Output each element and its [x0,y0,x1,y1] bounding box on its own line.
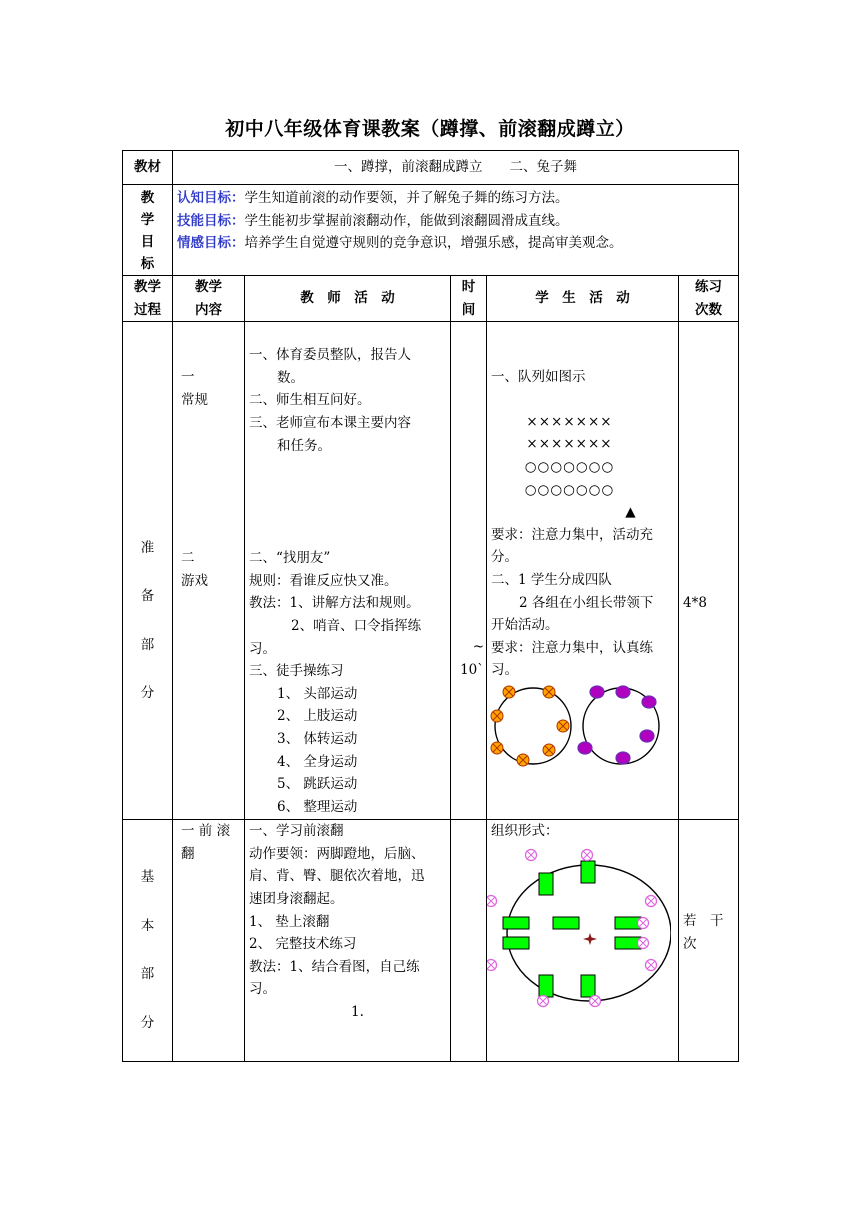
time-line: 10` [460,661,484,678]
basic-student [487,820,679,1061]
teacher-line: 习。 [249,981,276,998]
header-text: 时 [461,279,476,295]
header-text: 过程 [134,301,161,318]
formation-row: ○○○○○○○ [524,458,615,475]
goal-text: 培养学生自觉遵守规则的竞争意识，增强乐感，提高审美观念。 [244,235,623,252]
exercise-item: 4、 全身运动 [277,753,358,770]
prep-stage [123,322,173,820]
student-purple-icon [640,730,654,742]
student-line: 开始活动。 [491,617,559,634]
teacher-line: 2、哨音、口令指挥练 [291,617,422,634]
mat-icon [539,873,553,895]
goals-content [173,185,739,276]
goals-label-char: 教 [140,190,155,206]
student-line: 要求：注意力集中，认真练 [491,639,653,656]
goal-label: 认知目标： [177,190,245,206]
content-label: 一 前 滚 [181,823,231,840]
content-label: 游戏 [181,572,208,589]
student-magenta-icon [638,937,649,948]
prep-row [123,322,739,820]
mats-group [503,861,641,997]
header-reps [679,276,739,322]
reps-value: 次 [683,935,697,952]
student-purple-icon [590,686,604,698]
prep-reps [679,322,739,820]
mat-icon [581,861,595,883]
exercise-item: 5、 跳跃运动 [277,776,358,793]
header-content [173,276,245,322]
teacher-line: 三、徒手操练习 [249,663,344,680]
student-orange-icon [503,686,515,698]
student-line: 习。 [491,662,518,679]
goals-label [123,185,173,276]
mat-formation-diagram [487,847,671,1013]
formation-row: ××××××× [526,413,613,430]
teacher-line: 一、学习前滚翻 [249,823,344,840]
exercise-item: 6、 整理运动 [277,798,358,815]
goal-cognitive [177,187,734,210]
student-line: 2 各组在小组长带领下 [519,594,654,611]
teacher-line: 习。 [249,640,276,657]
content-label: 常规 [181,391,208,408]
header-text: 教学 [195,279,222,295]
teacher-line: 1. [351,1003,364,1020]
basic-reps [679,820,739,1061]
basic-row [123,820,739,1061]
stage-char: 基 [140,869,155,886]
page-title: 初中八年级体育课教案（蹲撑、前滚翻成蹲立） [225,118,635,140]
prep-teacher [245,322,451,820]
stage-char: 本 [140,917,155,934]
material-row [123,151,739,185]
formation-diagram [491,411,674,501]
exercise-item: 2、 上肢运动 [277,708,358,725]
student-line: 要求：注意力集中，活动充 [491,526,653,543]
teacher-line: 和任务。 [277,437,331,454]
goals-label-char: 标 [140,256,155,272]
basic-teacher [245,820,451,1061]
circle-game-diagram [489,684,673,774]
stage-char: 准 [140,539,155,556]
stage-char: 备 [140,588,155,605]
teacher-triangle-icon: ▲ [625,504,636,521]
student-purple-icon [616,686,630,698]
content-num: 一 [181,369,195,386]
teacher-line: 教法：1、讲解方法和规则。 [249,595,420,612]
student-magenta-icon [487,895,497,906]
formation-row: ××××××× [526,436,613,453]
header-student: 学 生 活 动 [487,276,679,322]
student-purple-icon [616,752,630,764]
reps-value: 若 干 [683,913,724,930]
goal-text: 学生知道前滚的动作要领，并了解兔子舞的练习方法。 [244,190,569,206]
stage-char: 部 [140,636,155,653]
header-text: 间 [461,301,476,318]
content-label: 翻 [181,845,195,862]
goal-skill [177,210,734,233]
student-magenta-icon [638,917,649,928]
mat-icon [581,975,595,997]
header-process [123,276,173,322]
student-magenta-icon [646,895,657,906]
goal-label: 情感目标： [177,235,245,252]
goals-label-char: 学 [140,212,155,228]
teacher-line: 1、 垫上滚翻 [249,913,330,930]
goals-row [123,185,739,276]
teacher-line: 2、 完整技术练习 [249,936,357,953]
exercise-item: 1、 头部运动 [277,685,358,702]
prep-student [487,322,679,820]
header-text: 教学 [134,279,161,295]
teacher-line: 速团身滚翻起。 [249,890,344,907]
teacher-line: 数。 [277,369,304,386]
header-row [123,276,739,322]
teacher-line: 三、老师宣布本课主要内容 [249,414,411,431]
student-line: 分。 [491,549,518,566]
header-time [451,276,487,322]
student-magenta-icon [538,995,549,1006]
header-text: 内容 [195,301,222,318]
student-magenta-icon [526,849,537,860]
formation-row: ○○○○○○○ [524,481,615,498]
header-text: 次数 [695,301,723,318]
goals-label-char: 目 [140,234,155,250]
stage-char: 部 [140,966,155,983]
teacher-line: 二、“找朋友” [249,550,331,567]
basic-time [451,820,487,1061]
student-orange-icon [517,754,529,766]
reps-value: 4*8 [683,595,707,612]
header-teacher: 教 师 活 动 [245,276,451,322]
student-magenta-icon [487,959,497,970]
mat-icon [503,917,529,929]
header-text: 练习 [695,279,723,295]
purple-circle-group [578,686,659,764]
basic-stage [123,820,173,1061]
teacher-line: 规则：看谁反应快又准。 [249,572,398,589]
teacher-line: 肩、背、臀、腿依次着地，迅 [249,868,425,885]
goal-text: 学生能初步掌握前滚翻动作，能做到滚翻圆滑成直线。 [244,212,569,229]
student-orange-icon [557,720,569,732]
student-line: 二、1 学生分成四队 [491,571,612,588]
goal-label: 技能目标： [177,212,245,229]
mat-icon [539,975,553,997]
student-orange-icon [543,744,555,756]
material-label: 教材 [123,151,173,185]
student-magenta-icon [646,959,657,970]
student-line: 一、队列如图示 [491,369,586,386]
prep-content [173,322,245,820]
student-orange-icon [491,710,503,722]
basic-content [173,820,245,1061]
time-line: ~ [472,639,484,656]
student-magenta-icon [590,995,601,1006]
orange-circle-group [491,686,571,766]
lesson-plan-table [122,150,739,1062]
teacher-line: 动作要领：两脚蹬地，后脑、 [249,845,425,862]
teacher-line: 教法：1、结合看图，自己练 [249,958,420,975]
teacher-star-icon [583,933,597,945]
mat-icon [553,917,579,929]
teacher-line: 一、体育委员整队，报告人 [249,347,411,364]
teacher-line: 二、师生相互问好。 [249,392,371,409]
mat-icon [503,937,529,949]
stage-char: 分 [140,1014,155,1031]
prep-time [451,322,487,820]
stage-char: 分 [140,685,155,702]
student-orange-icon [491,742,503,754]
content-num: 二 [181,550,195,567]
student-magenta-icon [582,849,593,860]
student-purple-icon [578,742,592,754]
material-content: 一、蹲撑，前滚翻成蹲立 二、兔子舞 [173,151,739,185]
goal-emotion [177,232,734,255]
student-purple-icon [642,696,656,708]
student-line: 组织形式： [491,823,559,840]
exercise-item: 3、 体转运动 [277,730,358,747]
student-orange-icon [543,686,555,698]
